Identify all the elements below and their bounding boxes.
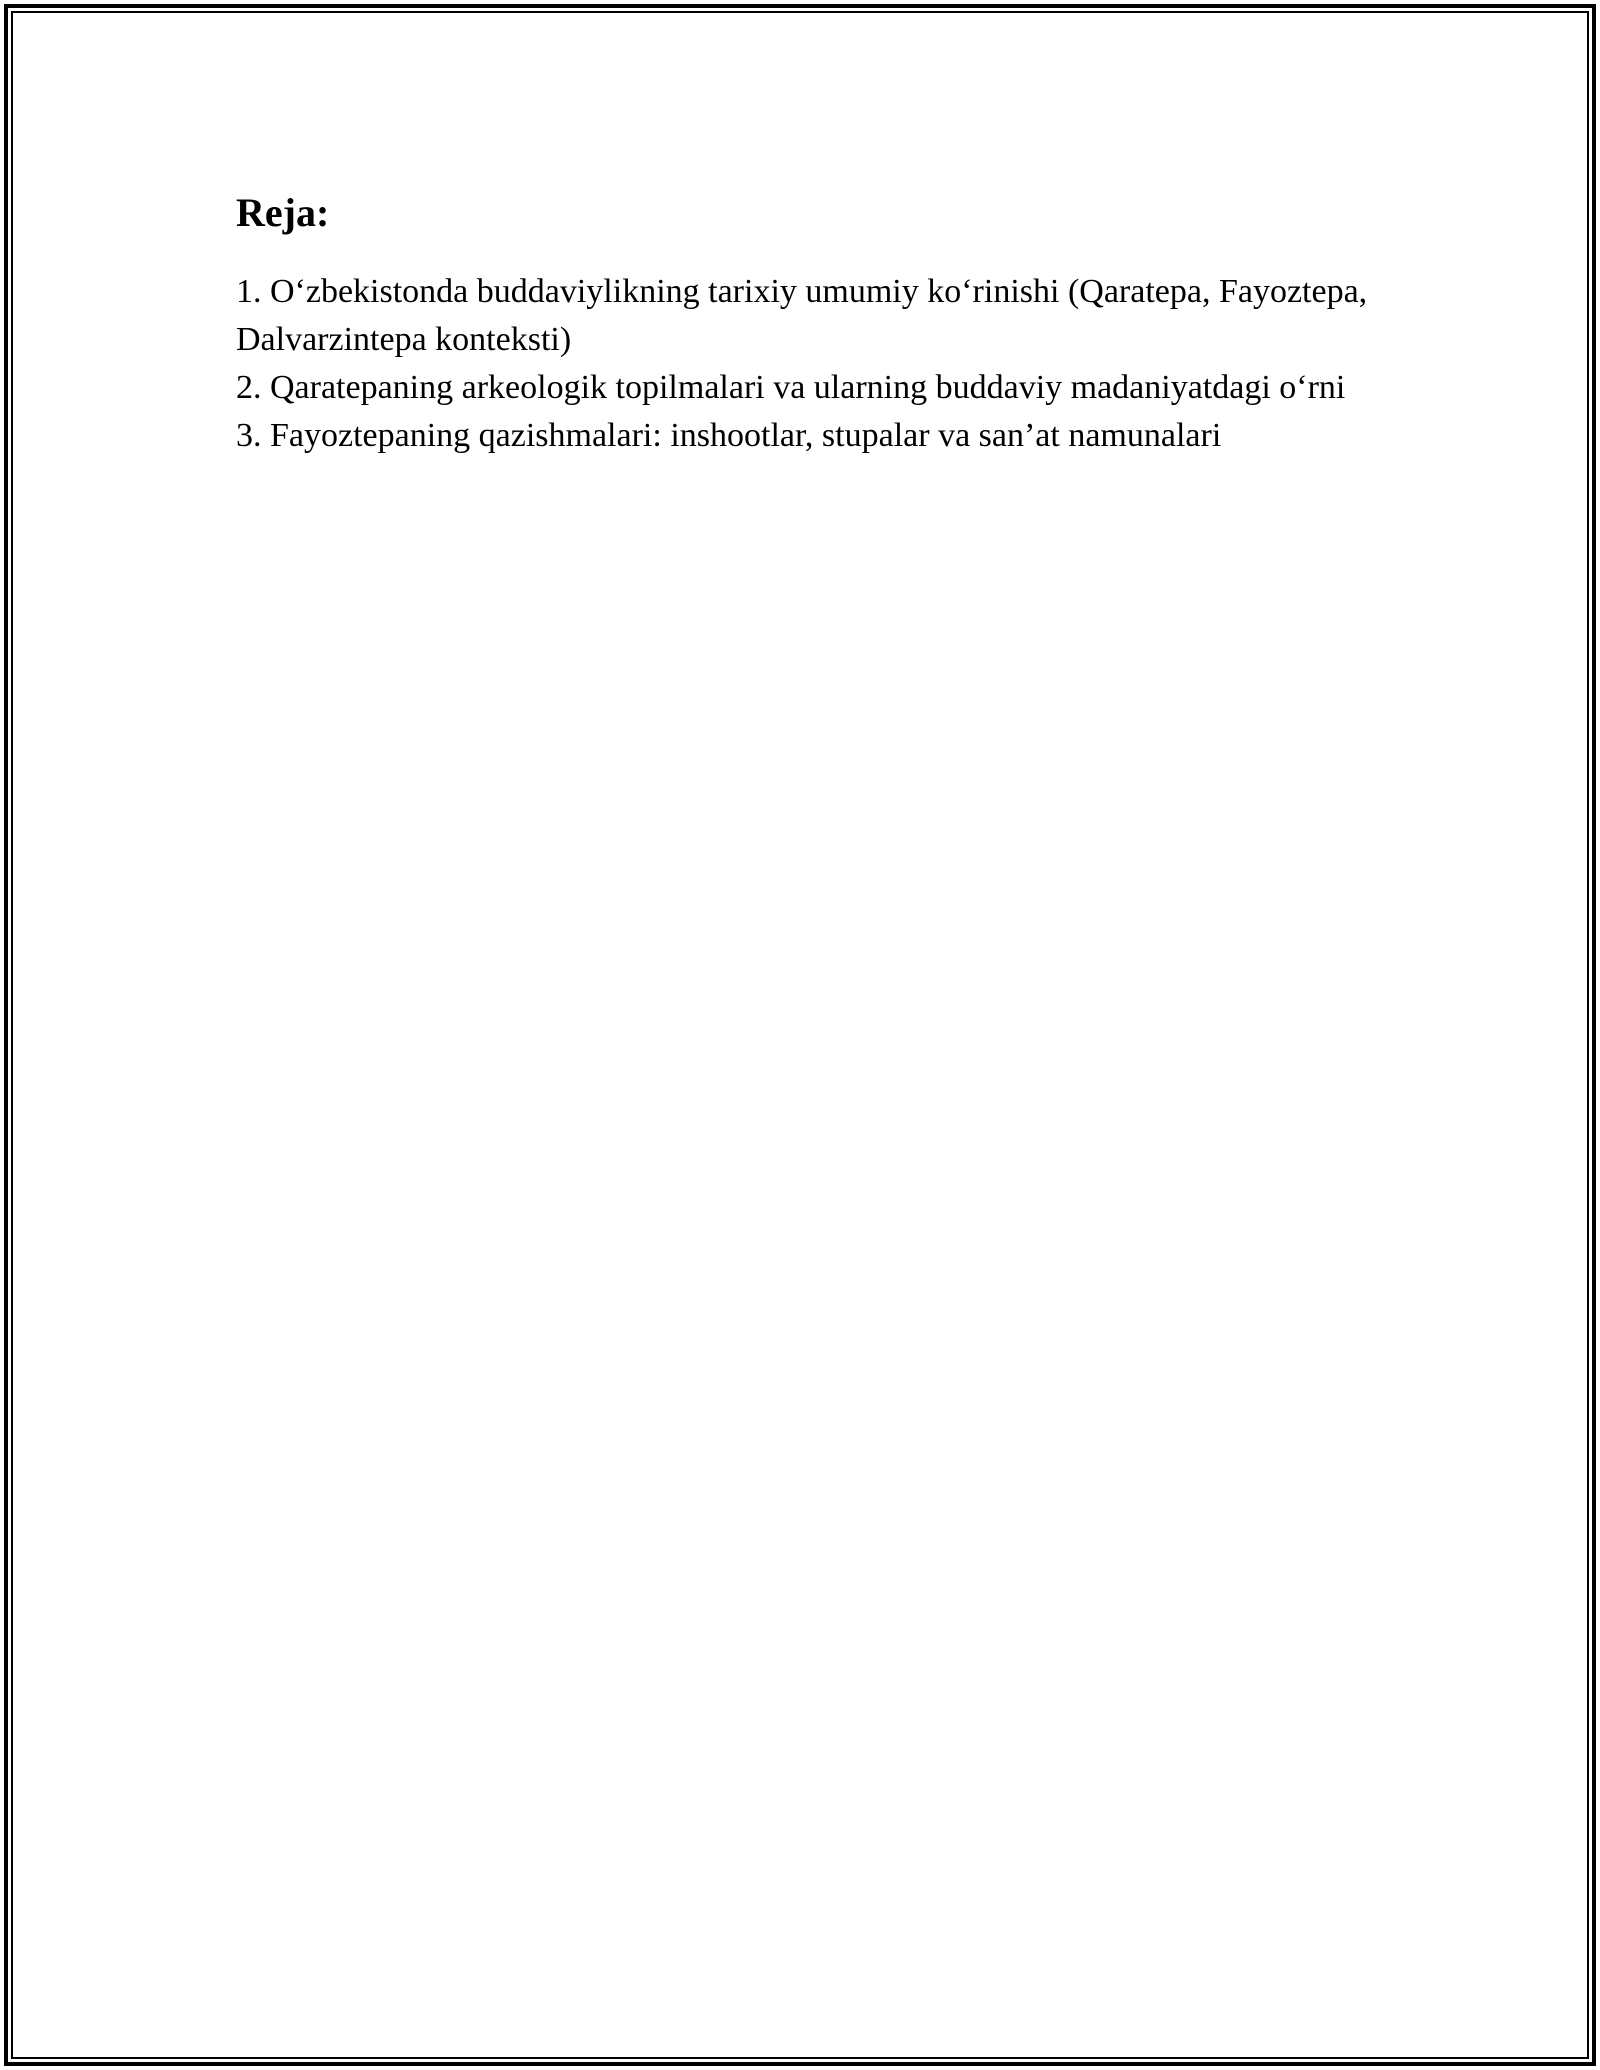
document-content (236, 185, 1376, 460)
plan-item-1: 1. O‘zbekistonda buddaviylikning tarixiy umumiy ko‘rinishi (Qaratepa, Fayoztepa, Dalvarzintepa konteksti) (236, 273, 1368, 358)
plan-list (236, 268, 1376, 460)
plan-item-2: 2. Qaratepaning arkeologik topilmalari va ularning buddaviy madaniyatdagi o‘rni (236, 369, 1346, 406)
page-title: Reja: (236, 190, 330, 235)
plan-item-3: 3. Fayoztepaning qazishmalari: inshootlar, stupalar va san’at namunalari (236, 417, 1222, 454)
